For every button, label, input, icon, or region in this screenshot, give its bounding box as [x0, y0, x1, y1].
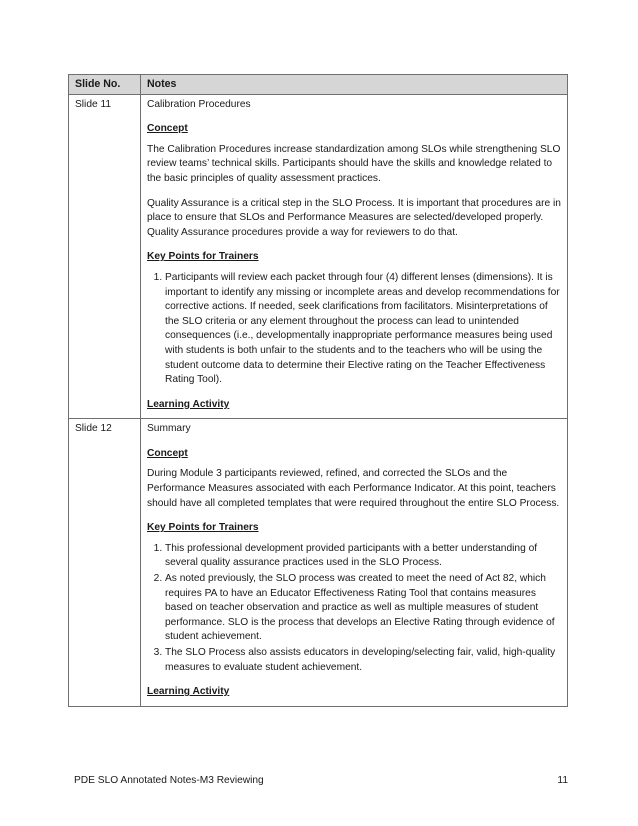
key-points-list: [147, 542, 561, 675]
table-header-row: [69, 75, 568, 95]
notes-cell: [141, 419, 568, 707]
slide-topic: Summary: [147, 423, 191, 435]
concept-heading: Concept: [147, 123, 188, 135]
concept-paragraph: Quality Assurance is a critical step in the SLO Process. It is important that procedures are in place to ensure that SLOs and Performance Measures are selected/developed properly. Quality Assurance procedures provide a way for reviewers to do that.: [147, 197, 561, 238]
key-point-item: 1. Participants will review each packet through four (4) different lenses (dimensions). It is important to identify any missing or incomplete areas and develop recommendations for corrective actions. If needed, seek clarifications from facilitators. Misinterpretations of the SLO criteria or any element throughout the process can lead to unintended consequences (i.e., developmentally inappropriate performance measures being used with students is both unfair to the students and to the teachers who will be using the student outcome data to determine their Elective rating on the Teacher Effectiveness Rating Tool).: [165, 271, 561, 388]
slide-number-cell: Slide 11: [69, 94, 141, 419]
table-row: [69, 94, 568, 419]
slide-topic: Calibration Procedures: [147, 98, 251, 110]
concept-heading: Concept: [147, 447, 188, 459]
footer-page-number: 11: [557, 775, 568, 786]
slide-number-cell: Slide 12: [69, 419, 141, 707]
page-footer: [74, 775, 568, 786]
table-row: [69, 419, 568, 707]
key-points-heading: Key Points for Trainers: [147, 251, 259, 263]
key-points-heading: Key Points for Trainers: [147, 522, 259, 534]
key-points-list: [147, 271, 561, 388]
key-point-item: 2. As noted previously, the SLO process was created to meet the need of Act 82, which requires PA to have an Educator Effectiveness Rating Tool that contains measures based on teacher observation and practice as well as multiple measures of student performance. SLO is the process that develops an Elective Rating through evidence of student achievement.: [165, 572, 561, 645]
header-notes: Notes: [141, 75, 568, 95]
notes-table: [68, 74, 568, 707]
learning-activity-heading: Learning Activity: [147, 398, 230, 410]
header-slide-no: Slide No.: [69, 75, 141, 95]
notes-cell: [141, 94, 568, 419]
key-point-item: 3. The SLO Process also assists educators in developing/selecting fair, valid, high-quality measures to evaluate student achievement.: [165, 646, 561, 675]
key-point-item: 1. This professional development provided participants with a better understanding of several quality assurance practices used in the SLO Process.: [165, 542, 561, 571]
concept-paragraph: The Calibration Procedures increase standardization among SLOs while strengthening SLO review teams’ technical skills. Participants should have the skills and knowledge related to the basic principles of quality assessment practices.: [147, 143, 561, 184]
concept-paragraph: During Module 3 participants reviewed, refined, and corrected the SLOs and the Performance Measures associated with each Performance Indicator. At this point, teachers should have all completed templates that were required throughout the entire SLO Process.: [147, 468, 560, 509]
footer-document-title: PDE SLO Annotated Notes-M3 Reviewing: [74, 775, 264, 786]
learning-activity-heading: Learning Activity: [147, 686, 230, 698]
